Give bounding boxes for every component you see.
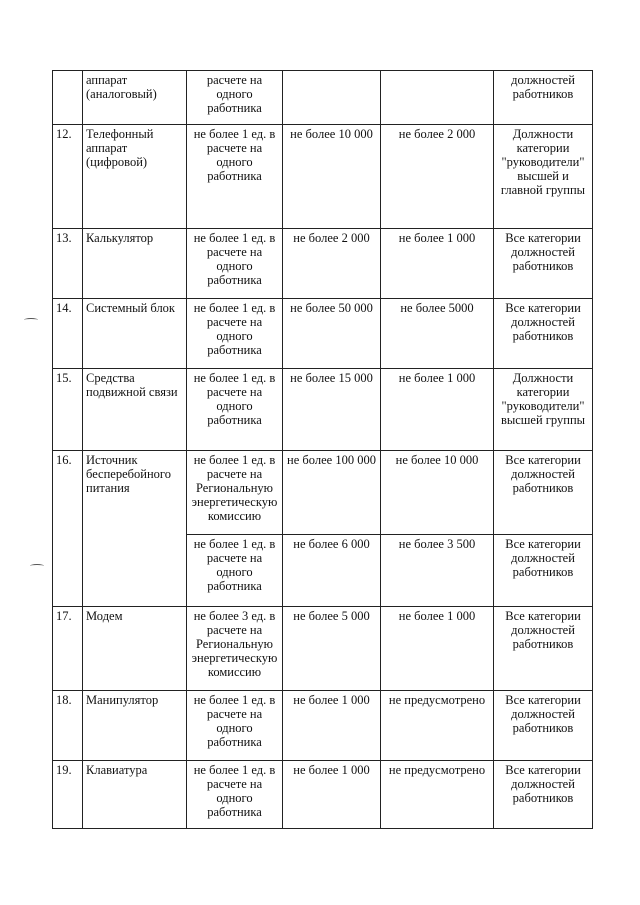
row-number-cell: 18. — [53, 691, 83, 761]
employee-category-cell: Должности категории "руководители" высшей и главной группы — [494, 125, 593, 229]
item-name-cell: аппарат (аналоговый) — [83, 71, 187, 125]
item-quantity-cell: не более 3 ед. в расчете на Региональную энергетическую комиссию — [187, 607, 283, 691]
item-name-cell: Калькулятор — [83, 229, 187, 299]
price-secondary-cell: не предусмотрено — [381, 691, 494, 761]
price-max-cell: не более 15 000 — [283, 369, 381, 451]
item-name-cell: Средства подвижной связи — [83, 369, 187, 451]
row-number-cell: 15. — [53, 369, 83, 451]
employee-category-cell: Все категории должностей работников — [494, 535, 593, 607]
employee-category-cell: должностей работников — [494, 71, 593, 125]
employee-category-cell: Все категории должностей работников — [494, 761, 593, 829]
employee-category-cell: Все категории должностей работников — [494, 607, 593, 691]
price-max-cell: не более 50 000 — [283, 299, 381, 369]
price-secondary-cell: не более 5000 — [381, 299, 494, 369]
table-row — [53, 125, 593, 229]
table-body — [53, 71, 593, 829]
row-number-cell: 14. — [53, 299, 83, 369]
table-row — [53, 71, 593, 125]
table-row — [53, 299, 593, 369]
price-secondary-cell — [381, 71, 494, 125]
price-max-cell: не более 6 000 — [283, 535, 381, 607]
item-quantity-cell: не более 1 ед. в расчете на одного работника — [187, 761, 283, 829]
equipment-norms-table — [52, 70, 593, 829]
row-number-cell: 13. — [53, 229, 83, 299]
item-name-cell: Манипулятор — [83, 691, 187, 761]
row-number-cell: 19. — [53, 761, 83, 829]
item-name-cell: Модем — [83, 607, 187, 691]
scan-artifact-mark — [24, 318, 38, 322]
price-secondary-cell: не более 1 000 — [381, 607, 494, 691]
item-quantity-cell: не более 1 ед. в расчете на одного работника — [187, 229, 283, 299]
row-number-cell: 12. — [53, 125, 83, 229]
price-max-cell: не более 5 000 — [283, 607, 381, 691]
employee-category-cell: Все категории должностей работников — [494, 451, 593, 535]
item-quantity-cell: не более 1 ед. в расчете на одного работника — [187, 369, 283, 451]
price-max-cell: не более 100 000 — [283, 451, 381, 535]
row-number-cell: 16. — [53, 451, 83, 607]
item-name-cell: Клавиатура — [83, 761, 187, 829]
item-quantity-cell: не более 1 ед. в расчете на одного работника — [187, 691, 283, 761]
price-max-cell: не более 1 000 — [283, 691, 381, 761]
item-quantity-cell: не более 1 ед. в расчете на одного работника — [187, 535, 283, 607]
price-max-cell: не более 1 000 — [283, 761, 381, 829]
item-quantity-cell: не более 1 ед. в расчете на одного работника — [187, 125, 283, 229]
table-row — [53, 691, 593, 761]
row-number-cell: 17. — [53, 607, 83, 691]
table-row — [53, 607, 593, 691]
item-quantity-cell: расчете на одного работника — [187, 71, 283, 125]
price-secondary-cell: не более 1 000 — [381, 369, 494, 451]
price-secondary-cell: не более 10 000 — [381, 451, 494, 535]
table-row — [53, 229, 593, 299]
employee-category-cell: Все категории должностей работников — [494, 691, 593, 761]
item-quantity-cell: не более 1 ед. в расчете на одного работника — [187, 299, 283, 369]
price-max-cell: не более 10 000 — [283, 125, 381, 229]
employee-category-cell: Все категории должностей работников — [494, 229, 593, 299]
item-name-cell: Телефонный аппарат (цифровой) — [83, 125, 187, 229]
price-max-cell — [283, 71, 381, 125]
item-quantity-cell: не более 1 ед. в расчете на Региональную энергетическую комиссию — [187, 451, 283, 535]
table-row — [53, 369, 593, 451]
price-secondary-cell: не более 1 000 — [381, 229, 494, 299]
employee-category-cell: Должности категории "руководители" высшей группы — [494, 369, 593, 451]
table-row — [53, 451, 593, 535]
price-secondary-cell: не более 2 000 — [381, 125, 494, 229]
item-name-cell: Системный блок — [83, 299, 187, 369]
scan-artifact-mark — [30, 564, 44, 568]
row-number-cell — [53, 71, 83, 125]
employee-category-cell: Все категории должностей работников — [494, 299, 593, 369]
price-secondary-cell: не предусмотрено — [381, 761, 494, 829]
item-name-cell: Источник бесперебойного питания — [83, 451, 187, 607]
price-secondary-cell: не более 3 500 — [381, 535, 494, 607]
price-max-cell: не более 2 000 — [283, 229, 381, 299]
table-row — [53, 761, 593, 829]
